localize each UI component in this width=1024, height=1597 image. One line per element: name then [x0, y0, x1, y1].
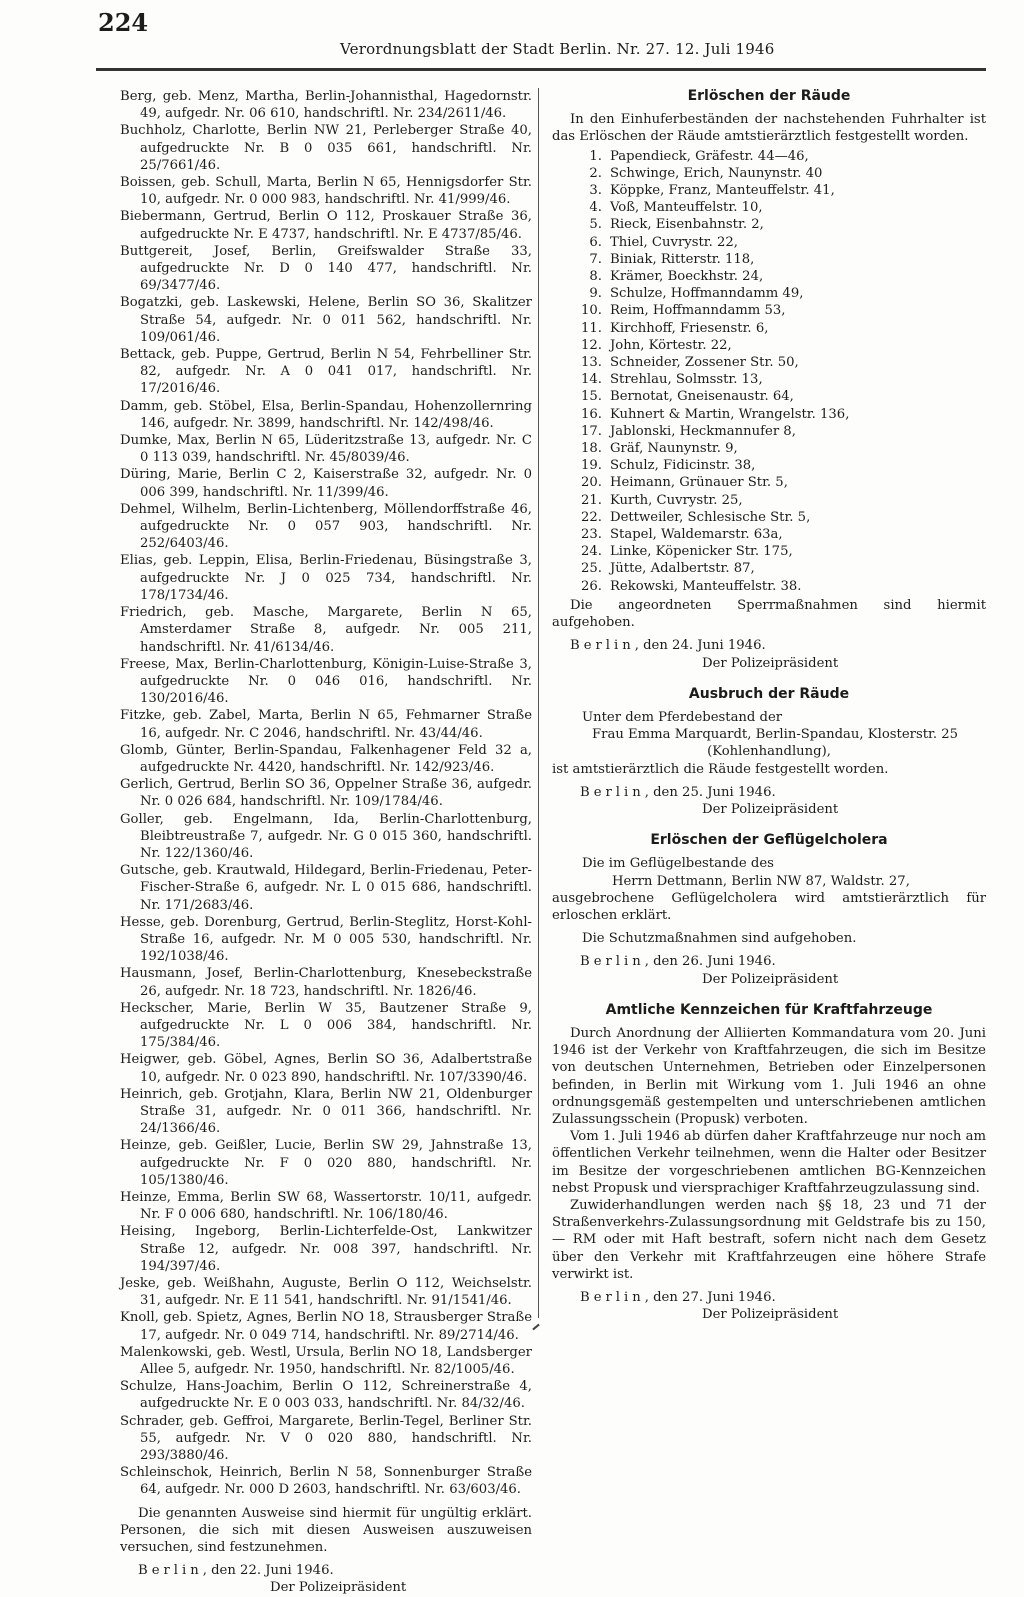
list-item-text: Stapel, Waldemarstr. 63a, [610, 527, 783, 543]
id-card-entry: Gerlich, Gertrud, Berlin SO 36, Oppelner Straße 36, aufgedr. Nr. 0 026 684, handschriftl. Nr. 109/1784/46. [120, 777, 532, 810]
id-card-entry: Bogatzki, geb. Laskewski, Helene, Berlin SO 36, Skalitzer Straße 54, aufgedr. Nr. 0 011 562, handschriftl. Nr. 109/061/46. [120, 295, 532, 345]
id-card-entry: Bettack, geb. Puppe, Gertrud, Berlin N 54, Fehrbelliner Str. 82, aufgedr. Nr. A 0 041 017, handschriftl. Nr. 17/2016/46. [120, 347, 532, 397]
list-item-number: 14. [581, 372, 602, 388]
list-item-text: Schneider, Zossener Str. 50, [610, 355, 799, 371]
list-item [574, 371, 986, 388]
id-card-entry: Dumke, Max, Berlin N 65, Lüderitzstraße 13, aufgedr. Nr. C 0 113 039, handschriftl. Nr. 45/8039/46. [120, 433, 532, 466]
list-item-number: 6. [589, 234, 602, 250]
list-item-text: Biniak, Ritterstr. 118, [610, 251, 755, 267]
header-rule [96, 68, 986, 71]
list-item [574, 578, 986, 595]
id-card-entry: Hausmann, Josef, Berlin-Charlottenburg, Knesebeckstraße 26, aufgedr. Nr. 18 723, handschriftl. Nr. 1826/46. [120, 966, 532, 999]
left-date-line [120, 1562, 532, 1579]
list-item-text: Linke, Köpenicker Str. 175, [610, 544, 793, 560]
list-item-number: 17. [581, 423, 602, 439]
list-item [574, 148, 986, 165]
id-card-entry: Heigwer, geb. Göbel, Agnes, Berlin SO 36, Adalbertstraße 10, aufgedr. Nr. 0 023 890, handschriftl. Nr. 107/3390/46. [120, 1052, 532, 1085]
id-card-entry: Schulze, Hans-Joachim, Berlin O 112, Schreinerstraße 4, aufgedruckte Nr. E 0 003 033, handschriftl. Nr. 84/32/46. [120, 1379, 532, 1412]
list-item-number: 26. [581, 578, 602, 594]
list-item [574, 199, 986, 216]
section1-date-place: Berlin [570, 638, 635, 654]
section4-date-line [552, 1289, 986, 1306]
id-card-entry: Schleinschok, Heinrich, Berlin N 58, Sonnenburger Straße 64, aufgedr. Nr. 000 D 2603, handschriftl. Nr. 63/603/46. [120, 1465, 532, 1498]
list-item-text: Strehlau, Solmsstr. 13, [610, 372, 763, 388]
list-item-number: 7. [589, 251, 602, 267]
list-item [574, 560, 986, 577]
section2-line3: (Kohlenhandlung), [707, 744, 831, 760]
list-item-number: 10. [581, 303, 602, 319]
section2-line4: ist amtstierärztlich die Räude festgestellt worden. [552, 761, 889, 777]
fuhrhalter-list [574, 148, 986, 595]
list-item [574, 406, 986, 423]
id-card-entry: Gutsche, geb. Krautwald, Hildegard, Berlin-Friedenau, Peter-Fischer-Straße 6, aufgedr. Nr. L 0 015 686, handschriftl. Nr. 171/2683/46. [120, 863, 532, 913]
section-title-gefluegelcholera: Erlöschen der Geflügelcholera [650, 832, 888, 849]
list-item [574, 234, 986, 251]
section2-date-rest: , den 25. Juni 1946. [644, 784, 776, 800]
left-closing-text: Die genannten Ausweise sind hiermit für ungültig erklärt. Personen, die sich mit diesen Ausweisen auszuweisen versuchen, sind festzunehmen. [120, 1505, 532, 1556]
list-item-number: 3. [589, 183, 602, 199]
section2-line2: Frau Emma Marquardt, Berlin-Spandau, Klosterstr. 25 [592, 727, 959, 743]
list-item-text: Bernotat, Gneisenaustr. 64, [610, 389, 794, 405]
list-item-text: Kuhnert & Martin, Wrangelstr. 136, [610, 406, 850, 422]
list-item-number: 19. [581, 458, 602, 474]
list-item-number: 22. [581, 509, 602, 525]
section3-date-rest: , den 26. Juni 1946. [644, 954, 776, 970]
list-item-text: Dettweiler, Schlesische Str. 5, [610, 509, 811, 525]
id-card-entry: Dehmel, Wilhelm, Berlin-Lichtenberg, Möllendorffstraße 46, aufgedruckte Nr. 0 057 903, handschriftl. Nr. 252/6403/46. [120, 501, 532, 552]
section2-date-place: Berlin [580, 784, 645, 800]
id-card-entry: Freese, Max, Berlin-Charlottenburg, Königin-Luise-Straße 3, aufgedruckte Nr. 0 046 016, handschriftl. Nr. 130/2016/46. [120, 656, 532, 707]
list-item [574, 268, 986, 285]
list-item [574, 440, 986, 457]
list-item [574, 492, 986, 509]
list-item-number: 2. [589, 165, 602, 181]
list-item-number: 15. [581, 389, 602, 405]
list-item-text: Köppke, Franz, Manteuffelstr. 41, [610, 183, 835, 199]
section-title-kennzeichen: Amtliche Kennzeichen für Kraftfahrzeuge [605, 1001, 933, 1018]
list-item-number: 24. [581, 544, 602, 560]
list-item-text: Jütte, Adalbertstr. 87, [610, 561, 755, 577]
id-card-entry: Friedrich, geb. Masche, Margarete, Berlin N 65, Amsterdamer Straße 8, aufgedr. Nr. 005 211, handschriftl. Nr. 41/6134/46. [120, 605, 532, 655]
list-item-number: 18. [581, 441, 602, 457]
section-title-ausbruch-raeude: Ausbruch der Räude [688, 685, 850, 702]
left-date-rest: , den 22. Juni 1946. [202, 1563, 334, 1579]
section2-line1: Unter dem Pferdebestand der [582, 709, 783, 725]
list-item-number: 8. [589, 269, 602, 285]
list-item-number: 25. [581, 561, 602, 577]
list-item-number: 5. [589, 217, 602, 233]
section1-date-rest: , den 24. Juni 1946. [634, 638, 766, 654]
list-item-text: Krämer, Boeckhstr. 24, [610, 269, 764, 285]
list-item-number: 23. [581, 527, 602, 543]
stray-mark [532, 1324, 539, 1331]
column-divider [538, 88, 539, 1318]
running-header: Verordnungsblatt der Stadt Berlin. Nr. 27. 12. Juli 1946 [340, 40, 775, 58]
list-item-number: 9. [589, 286, 602, 302]
list-item [574, 423, 986, 440]
list-item-text: Papendieck, Gräfestr. 44—46, [610, 148, 809, 164]
list-item-text: Schulz, Fidicinstr. 38, [610, 458, 756, 474]
list-item [574, 302, 986, 319]
list-item-text: Voß, Manteuffelstr. 10, [610, 200, 763, 216]
list-item [574, 337, 986, 354]
id-card-entry: Elias, geb. Leppin, Elisa, Berlin-Friedenau, Büsingstraße 3, aufgedruckte Nr. J 0 025 734, handschriftl. Nr. 178/1734/46. [120, 553, 532, 603]
list-item [574, 354, 986, 371]
list-item-text: Gräf, Naunynstr. 9, [610, 441, 738, 457]
section1-intro: In den Einhuferbeständen der nachstehenden Fuhrhalter ist das Erlöschen der Räude amtstierärztlich festgestellt worden. [552, 112, 986, 145]
section4-date-rest: , den 27. Juni 1946. [644, 1290, 776, 1305]
list-item-text: Rekowski, Manteuffelstr. 38. [610, 578, 802, 594]
id-card-list [120, 88, 532, 1499]
section1-date-line [552, 637, 986, 654]
id-card-entry: Biebermann, Gertrud, Berlin O 112, Proskauer Straße 36, aufgedruckte Nr. E 4737, handschriftl. Nr. E 4737/85/46. [120, 209, 532, 242]
list-item [574, 526, 986, 543]
list-item-number: 16. [581, 406, 602, 422]
id-card-entry: Buchholz, Charlotte, Berlin NW 21, Perleberger Straße 40, aufgedruckte Nr. B 0 035 661, handschriftl. Nr. 25/7661/46. [120, 123, 532, 173]
list-item-number: 12. [581, 337, 602, 353]
id-card-entry: Hesse, geb. Dorenburg, Gertrud, Berlin-Steglitz, Horst-Kohl-Straße 16, aufgedr. Nr. M 0 005 530, handschriftl. Nr. 192/1038/46. [120, 914, 532, 965]
id-card-entry: Glomb, Günter, Berlin-Spandau, Falkenhagener Feld 32 a, aufgedruckte Nr. 4420, handschriftl. Nr. 142/923/46. [120, 742, 532, 775]
section4-signature: Der Polizeipräsident [702, 1307, 839, 1323]
list-item-text: Schulze, Hoffmanndamm 49, [610, 286, 804, 302]
section2-date-line [552, 784, 986, 801]
list-item [574, 216, 986, 233]
list-item-number: 13. [581, 355, 602, 371]
section4-para2: Vom 1. Juli 1946 ab dürfen daher Kraftfahrzeuge nur noch am öffentlichen Verkehr teilnehmen, wenn die Halter oder Besitzer im Besitze der vorgeschriebenen amtlichen BG-Kennzeichen nebst Propusk und viersprachiger Kraftfahrzeugzulassung sind. [552, 1129, 986, 1196]
list-item-number: 4. [589, 200, 602, 216]
list-item-text: Thiel, Cuvrystr. 22, [610, 234, 738, 250]
id-card-entry: Jeske, geb. Weißhahn, Auguste, Berlin O 112, Weichselstr. 31, aufgedr. Nr. E 11 541, handschriftl. Nr. 91/1541/46. [120, 1276, 532, 1309]
left-column [120, 88, 532, 1597]
section3-date-place: Berlin [580, 954, 645, 970]
section3-line4: Die Schutzmaßnahmen sind aufgehoben. [582, 931, 857, 947]
left-signature: Der Polizeipräsident [270, 1580, 407, 1596]
id-card-entry: Boissen, geb. Schull, Marta, Berlin N 65, Hennigsdorfer Str. 10, aufgedr. Nr. 0 000 983, handschriftl. Nr. 41/999/46. [120, 175, 532, 208]
section4-para1: Durch Anordnung der Alliierten Kommandatura vom 20. Juni 1946 ist der Verkehr von Kraftfahrzeugen, die sich im Besitze von deutschen Unternehmen, Betrieben oder Einzelpersonen befinden, in Berlin mit Wirkung vom 1. Juli 1946 an ohne ordnungsgemäß gestempelten und unterschriebenen amtlichen Zulassungsschein (Propusk) verboten. [552, 1025, 986, 1127]
list-item-number: 20. [581, 475, 602, 491]
list-item [574, 251, 986, 268]
list-item-number: 21. [581, 492, 602, 508]
list-item-text: Rieck, Eisenbahnstr. 2, [610, 217, 764, 233]
list-item-text: Kirchhoff, Friesenstr. 6, [610, 320, 769, 336]
section3-line1: Die im Geflügelbestande des [582, 856, 774, 872]
left-date-place: Berlin [138, 1563, 203, 1579]
list-item [574, 543, 986, 560]
id-card-entry: Schrader, geb. Geffroi, Margarete, Berlin-Tegel, Berliner Str. 55, aufgedr. Nr. V 0 020 880, handschriftl. Nr. 293/3880/46. [120, 1413, 532, 1464]
section4-date-place: Berlin [580, 1290, 645, 1305]
list-item [574, 509, 986, 526]
section1-signature: Der Polizeipräsident [702, 655, 839, 671]
list-item-text: Heimann, Grünauer Str. 5, [610, 475, 788, 491]
section-title-erloeschen-raeude: Erlöschen der Räude [687, 88, 851, 104]
id-card-entry: Heinze, geb. Geißler, Lucie, Berlin SW 29, Jahnstraße 13, aufgedruckte Nr. F 0 020 880, handschriftl. Nr. 105/1380/46. [120, 1138, 532, 1188]
section3-line3: ausgebrochene Geflügelcholera wird amtstierärztlich für erloschen erklärt. [552, 890, 986, 923]
section2-signature: Der Polizeipräsident [702, 801, 839, 817]
section3-line2: Herrn Dettmann, Berlin NW 87, Waldstr. 27, [612, 873, 910, 889]
id-card-entry: Goller, geb. Engelmann, Ida, Berlin-Charlottenburg, Bleibtreustraße 7, aufgedr. Nr. G 0 015 360, handschriftl. Nr. 122/1360/46. [120, 811, 532, 861]
id-card-entry: Düring, Marie, Berlin C 2, Kaiserstraße 32, aufgedr. Nr. 0 006 399, handschriftl. Nr. 11/399/46. [120, 467, 532, 500]
list-item [574, 457, 986, 474]
list-item-text: Jablonski, Heckmannufer 8, [610, 423, 796, 439]
list-item-number: 1. [589, 148, 602, 164]
list-item [574, 285, 986, 302]
list-item-number: 11. [581, 320, 602, 336]
id-card-entry: Damm, geb. Stöbel, Elsa, Berlin-Spandau, Hohenzollernring 146, aufgedr. Nr. 3899, handschriftl. Nr. 142/498/46. [120, 398, 532, 431]
right-column [552, 88, 986, 1323]
list-item-text: Kurth, Cuvrystr. 25, [610, 492, 743, 508]
section3-date-line [552, 953, 986, 970]
id-card-entry: Heinze, Emma, Berlin SW 68, Wassertorstr. 10/11, aufgedr. Nr. F 0 006 680, handschriftl. Nr. 106/180/46. [120, 1190, 532, 1223]
list-item [574, 388, 986, 405]
list-item-text: Schwinge, Erich, Naunynstr. 40 [610, 165, 823, 181]
list-item [574, 165, 986, 182]
list-item [574, 320, 986, 337]
list-item [574, 182, 986, 199]
id-card-entry: Buttgereit, Josef, Berlin, Greifswalder Straße 33, aufgedruckte Nr. D 0 140 477, handschriftl. Nr. 69/3477/46. [120, 243, 532, 294]
id-card-entry: Heckscher, Marie, Berlin W 35, Bautzener Straße 9, aufgedruckte Nr. L 0 006 384, handschriftl. Nr. 175/384/46. [120, 1000, 532, 1051]
id-card-entry: Heinrich, geb. Grotjahn, Klara, Berlin NW 21, Oldenburger Straße 31, aufgedr. Nr. 0 011 366, handschriftl. Nr. 24/1366/46. [120, 1086, 532, 1137]
id-card-entry: Fitzke, geb. Zabel, Marta, Berlin N 65, Fehmarner Straße 16, aufgedr. Nr. C 2046, handschriftl. Nr. 43/44/46. [120, 708, 532, 741]
list-item-text: John, Körtestr. 22, [610, 337, 732, 353]
section4-para3: Zuwiderhandlungen werden nach §§ 18, 23 und 71 der Straßenverkehrs-Zulassungsordnung mit Geldstrafe bis zu 150,— RM oder mit Haft bestraft, sofern nicht nach dem Gesetz über den Verkehr mit Kraftfahrzeugen eine höhere Strafe verwirkt ist. [552, 1197, 986, 1282]
id-card-entry: Malenkowski, geb. Westl, Ursula, Berlin NO 18, Landsberger Allee 5, aufgedr. Nr. 1950, handschriftl. Nr. 82/1005/46. [120, 1344, 532, 1378]
id-card-entry: Knoll, geb. Spietz, Agnes, Berlin NO 18, Strausberger Straße 17, aufgedr. Nr. 0 049 714, handschriftl. Nr. 89/2714/46. [120, 1310, 532, 1343]
list-item [574, 474, 986, 491]
page-number: 224 [98, 8, 149, 37]
section1-closing: Die angeordneten Sperrmaßnahmen sind hiermit aufgehoben. [552, 597, 986, 631]
id-card-entry: Heising, Ingeborg, Berlin-Lichterfelde-Ost, Lankwitzer Straße 12, aufgedr. Nr. 008 397, handschriftl. Nr. 194/397/46. [120, 1224, 532, 1274]
list-item-text: Reim, Hoffmanndamm 53, [610, 303, 786, 319]
id-card-entry: Berg, geb. Menz, Martha, Berlin-Johannisthal, Hagedornstr. 49, aufgedr. Nr. 06 610, handschriftl. Nr. 234/2611/46. [120, 89, 532, 122]
section3-signature: Der Polizeipräsident [702, 971, 839, 987]
